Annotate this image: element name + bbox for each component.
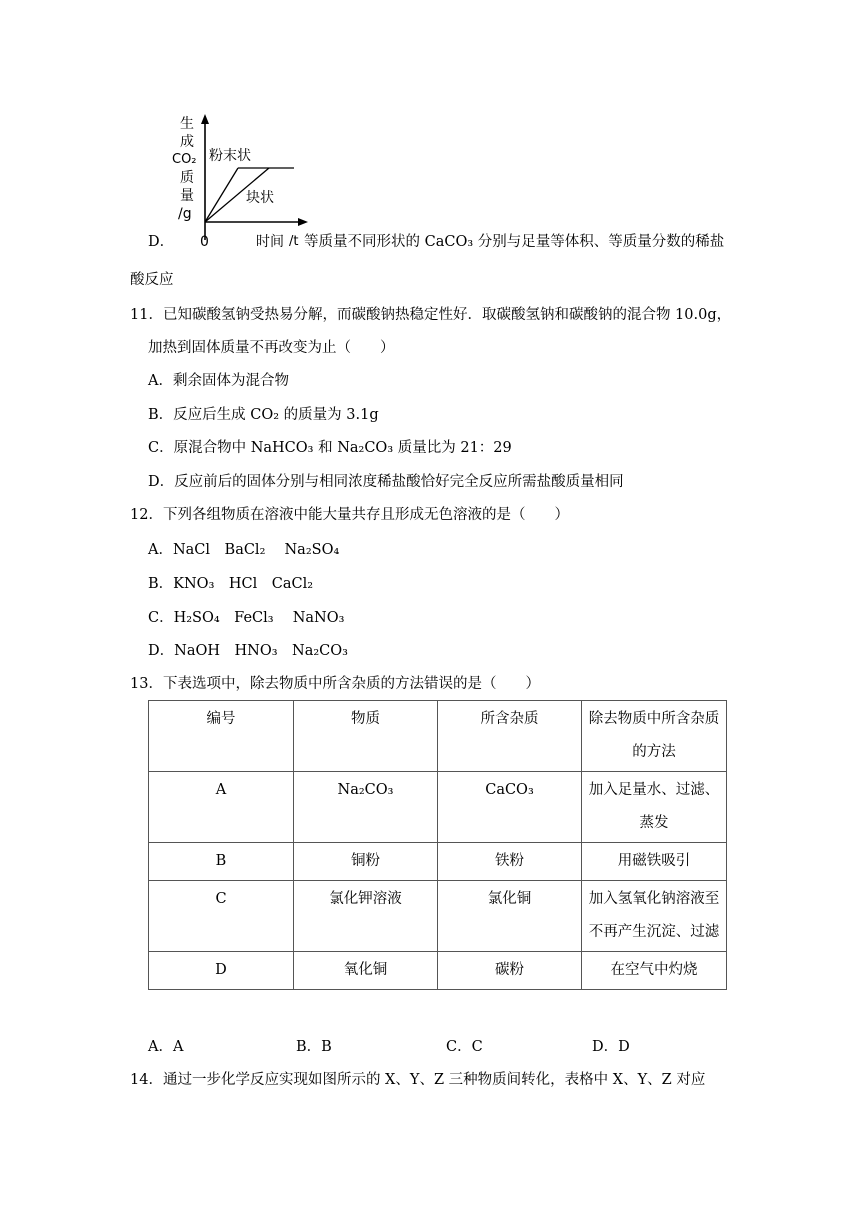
q13-stem: 13．下表选项中，除去物质中所含杂质的方法错误的是（ ） xyxy=(130,676,540,692)
table-header-cell: 编号 xyxy=(149,701,294,772)
table-cell: A xyxy=(149,772,294,843)
q13-option-c: C．C xyxy=(446,1039,483,1055)
q12-option-c: C．H₂SO₄ FeCl₃ NaNO₃ xyxy=(148,610,345,626)
graph-ylabel-3: CO₂ xyxy=(172,152,197,167)
q11-option-b: B．反应后生成 CO₂ 的质量为 3.1g xyxy=(148,407,379,423)
q13-option-b: B．B xyxy=(296,1039,332,1055)
q14-stem: 14．通过一步化学反应实现如图所示的 X、Y、Z 三种物质间转化，表格中 X、Y、Z 对应 xyxy=(130,1072,706,1088)
graph-block-label: 块状 xyxy=(246,190,274,206)
table-row xyxy=(149,952,727,990)
table-cell: Na₂CO₃ xyxy=(294,772,438,843)
graph-ylabel-6: /g xyxy=(178,206,192,222)
graph-ylabel-1: 生 xyxy=(180,116,194,132)
table-header-cell: 物质 xyxy=(294,701,438,772)
q11-stem: 11．已知碳酸氢钠受热易分解，而碳酸钠热稳定性好．取碳酸氢钠和碳酸钠的混合物 10.0g， xyxy=(130,307,732,323)
table-cell: D xyxy=(149,952,294,990)
table-cell: 氯化铜 xyxy=(438,881,582,952)
table-cell: B xyxy=(149,843,294,881)
table-row xyxy=(149,843,727,881)
graph-origin: 0 xyxy=(200,234,209,250)
option-d-text-cont: 酸反应 xyxy=(130,272,174,288)
graph-xunit: /t xyxy=(289,234,299,249)
graph-ylabel-2: 成 xyxy=(180,134,194,150)
q12-option-d: D．NaOH HNO₃ Na₂CO₃ xyxy=(148,643,348,659)
q12-option-b: B．KNO₃ HCl CaCl₂ xyxy=(148,576,314,592)
table-cell: C xyxy=(149,881,294,952)
table-header-cell: 所含杂质 xyxy=(438,701,582,772)
table-row xyxy=(149,772,727,843)
table-cell: 加入氢氧化钠溶液至不再产生沉淀、过滤 xyxy=(582,881,727,952)
table-cell: 氧化铜 xyxy=(294,952,438,990)
q11-option-c: C．原混合物中 NaHCO₃ 和 Na₂CO₃ 质量比为 21：29 xyxy=(148,440,512,456)
table-cell: 在空气中灼烧 xyxy=(582,952,727,990)
q12-option-a: A．NaCl BaCl₂ Na₂SO₄ xyxy=(148,542,340,558)
q11-option-a: A．剩余固体为混合物 xyxy=(148,373,289,389)
table-cell: 用磁铁吸引 xyxy=(582,843,727,881)
table-row xyxy=(149,881,727,952)
table-cell: 碳粉 xyxy=(438,952,582,990)
graph-powder-label: 粉末状 xyxy=(209,148,251,164)
impurity-table xyxy=(148,700,727,990)
option-label: D． xyxy=(148,234,175,250)
table-cell: 铁粉 xyxy=(438,843,582,881)
graph-ylabel-4: 质 xyxy=(180,170,194,186)
table-cell: CaCO₃ xyxy=(438,772,582,843)
q12-stem: 12．下列各组物质在溶液中能大量共存且形成无色溶液的是（ ） xyxy=(130,507,569,523)
table-header-cell: 除去物质中所含杂质的方法 xyxy=(582,701,727,772)
graph-xlabel: 时间 xyxy=(256,234,284,250)
table-header-row xyxy=(149,701,727,772)
table-cell: 氯化钾溶液 xyxy=(294,881,438,952)
powder-line xyxy=(205,168,238,222)
q13-option-d: D．D xyxy=(592,1039,630,1055)
q13-option-a: A．A xyxy=(148,1039,184,1055)
table-cell: 铜粉 xyxy=(294,843,438,881)
graph-ylabel-5: 量 xyxy=(180,188,194,204)
table-cell: 加入足量水、过滤、蒸发 xyxy=(582,772,727,843)
q11-stem-cont: 加热到固体质量不再改变为止（ ） xyxy=(148,340,395,356)
option-d-text: 等质量不同形状的 CaCO₃ 分别与足量等体积、等质量分数的稀盐 xyxy=(304,234,725,250)
q11-option-d: D．反应前后的固体分别与相同浓度稀盐酸恰好完全反应所需盐酸质量相同 xyxy=(148,474,624,490)
